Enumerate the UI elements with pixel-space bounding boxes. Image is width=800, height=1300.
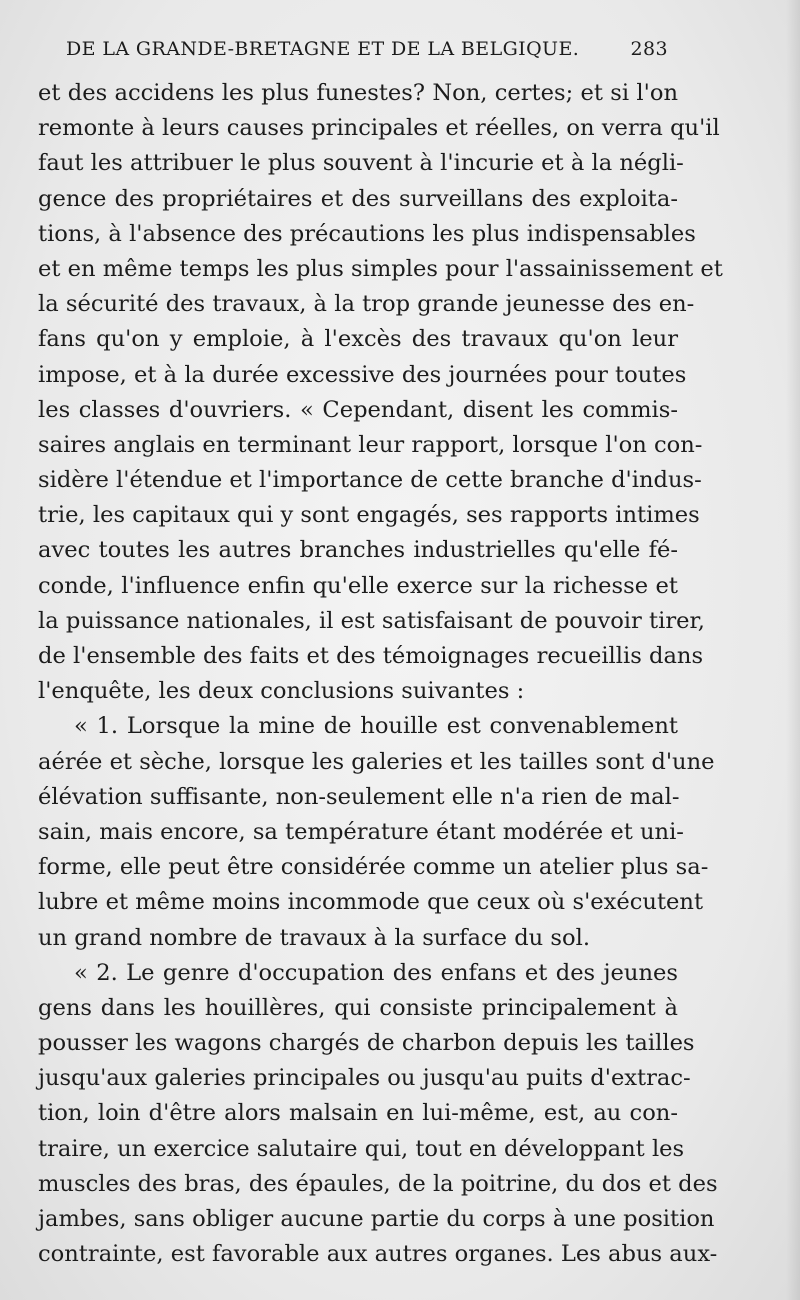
text-line: jambes, sans obliger aucune partie du corps à une position [38, 1206, 715, 1232]
text-line: « 2. Le genre d'occupation des enfans et des jeunes [74, 959, 678, 986]
body-text [38, 76, 723, 1272]
text-line: gence des propriétaires et des surveillans des exploita- [38, 185, 678, 212]
text-line: contrainte, est favorable aux autres organes. Les abus aux- [38, 1241, 718, 1268]
text-line: tions, à l'absence des précautions les plus indispensables [38, 220, 696, 247]
text-line: sidère l'étendue et l'importance de cette branche d'indus- [38, 467, 702, 494]
text-line: trie, les capitaux qui y sont engagés, ses rapports intimes [38, 502, 700, 529]
text-line: avec toutes les autres branches industrielles qu'elle fé- [38, 537, 678, 564]
text-line: saires anglais en terminant leur rapport, lorsque l'on con- [38, 431, 703, 458]
text-line: la puissance nationales, il est satisfaisant de pouvoir tirer, [38, 607, 705, 634]
text-line: élévation suffisante, non-seulement elle n'a rien de mal- [38, 783, 680, 810]
text-line: jusqu'aux galeries principales ou jusqu'au puits d'extrac- [38, 1065, 691, 1092]
running-title: DE LA GRANDE-BRETAGNE ET DE LA BELGIQUE. [66, 38, 580, 60]
text-line: impose, et à la durée excessive des journées pour toutes [38, 361, 687, 388]
text-line: la sécurité des travaux, à la trop grande jeunesse des en- [38, 291, 695, 318]
text-line: aérée et sèche, lorsque les galeries et les tailles sont d'une [38, 748, 715, 775]
text-line: pousser les wagons chargés de charbon depuis les tailles [38, 1030, 695, 1057]
text-line: traire, un exercice salutaire qui, tout en développant les [38, 1135, 685, 1162]
text-line: faut les attribuer le plus souvent à l'incurie et à la négli- [38, 150, 684, 177]
text-line: remonte à leurs causes principales et réelles, on verra qu'il [38, 115, 720, 142]
text-line: fans qu'on y emploie, à l'excès des travaux qu'on leur [38, 326, 678, 353]
text-line: muscles des bras, des épaules, de la poitrine, du dos et des [38, 1170, 718, 1197]
text-line: un grand nombre de travaux à la surface du sol. [38, 924, 591, 951]
page-edge-shadow [786, 0, 800, 1300]
text-line: de l'ensemble des faits et des témoignages recueillis dans [38, 643, 704, 669]
text-line: tion, loin d'être alors malsain en lui-même, est, au con- [38, 1100, 678, 1127]
text-line: lubre et même moins incommode que ceux où s'exécutent [38, 889, 704, 916]
text-line: forme, elle peut être considérée comme un atelier plus sa- [38, 854, 709, 881]
text-line: et des accidens les plus funestes? Non, certes; et si l'on [38, 80, 678, 106]
text-line: les classes d'ouvriers. « Cependant, disent les commis- [38, 396, 678, 423]
text-line: l'enquête, les deux conclusions suivantes : [38, 678, 525, 705]
text-line: « 1. Lorsque la mine de houille est convenablement [74, 713, 678, 740]
running-head [66, 34, 668, 64]
page-number: 283 [630, 38, 668, 60]
text-line: sain, mais encore, sa température étant modérée et uni- [38, 818, 684, 845]
text-line: et en même temps les plus simples pour l'assainissement et [38, 255, 723, 282]
text-line: gens dans les houillères, qui consiste principalement à [38, 994, 678, 1021]
text-line: conde, l'influence enfin qu'elle exerce sur la richesse et [38, 572, 678, 599]
